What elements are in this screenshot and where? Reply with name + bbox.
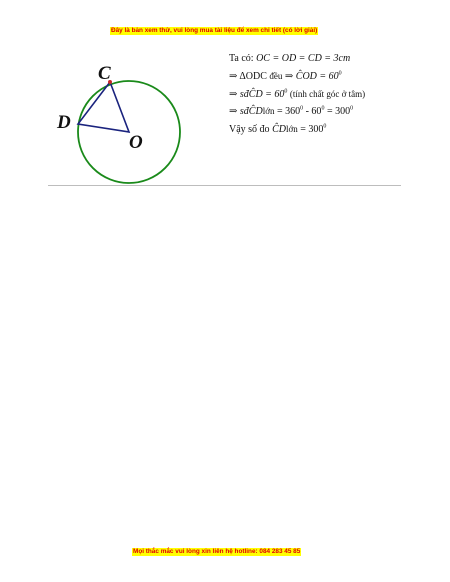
degree-mark: 0 — [323, 123, 327, 130]
section-divider — [48, 185, 401, 186]
major-word: lớn — [262, 106, 275, 116]
degree-mark: 0 — [350, 105, 354, 112]
implies-arrow: ⇒ — [229, 71, 238, 82]
equilateral-word: đều — [269, 71, 283, 81]
minus-term: - 60 — [303, 106, 322, 117]
preview-notice-banner: Đây là bản xem thử, vui lòng mua tài liệu để xem chi tiết (có lời giải) — [111, 27, 318, 34]
solution-line-1 — [229, 53, 350, 65]
solution-line-4 — [229, 105, 353, 118]
solution-line-2 — [229, 70, 342, 83]
full-circle: = 360 — [276, 106, 301, 117]
hotline-banner: Mọi thắc mắc vui lòng xin liên hệ hotline: 084 283 45 85 — [133, 548, 301, 555]
degree-mark: 0 — [321, 105, 325, 112]
geometry-figure — [50, 52, 195, 192]
given-label: Ta có: — [229, 53, 254, 64]
solution-line-5 — [229, 123, 326, 136]
degree-mark: 0 — [284, 88, 288, 95]
given-equation: OC = OD = CD = 3cm — [256, 53, 351, 64]
implies-arrow: ⇒ — [229, 89, 238, 100]
implies-arrow: ⇒ — [284, 71, 294, 82]
final-answer: = 300 — [300, 124, 324, 135]
label-c: C — [98, 63, 111, 84]
degree-mark: 0 — [300, 105, 304, 112]
major-arc-measure: sđĈD — [239, 106, 263, 117]
arc-name: ĈD — [272, 124, 286, 135]
arc-measure: sđĈD = 60 — [239, 89, 285, 100]
label-o: O — [129, 132, 143, 153]
degree-mark: 0 — [338, 70, 342, 77]
label-d: D — [57, 112, 71, 133]
major-word: lớn — [285, 124, 298, 134]
result-value: = 300 — [324, 106, 351, 117]
conclusion-label: Vậy số đo — [229, 124, 270, 135]
central-angle-note: (tính chất góc ở tâm) — [289, 89, 366, 99]
implies-arrow: ⇒ — [229, 106, 238, 117]
angle-value: ĈOD = 60 — [295, 71, 339, 82]
solution-line-3 — [229, 88, 365, 101]
triangle-name: ΔODC — [239, 71, 267, 82]
triangle-odc — [78, 82, 129, 132]
